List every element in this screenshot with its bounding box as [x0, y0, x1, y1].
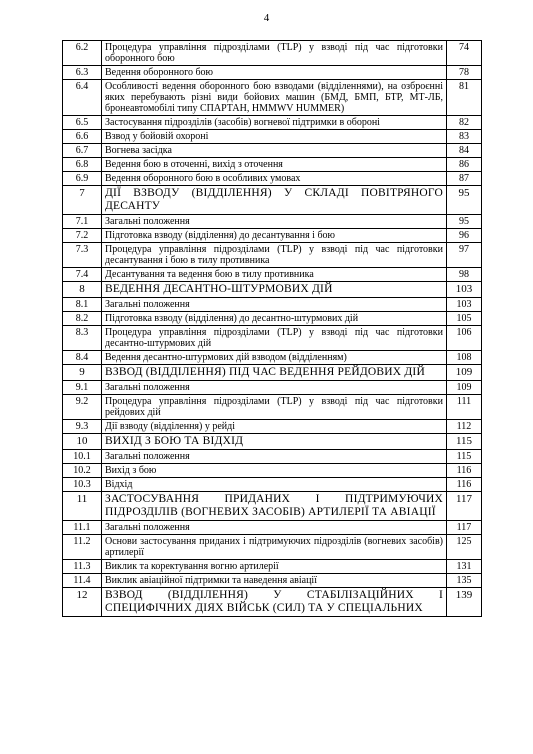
page-ref: 116	[447, 464, 482, 478]
section-number: 6.6	[63, 130, 102, 144]
page-number: 4	[263, 12, 270, 24]
section-number: 6.7	[63, 144, 102, 158]
section-title: Підготовка взводу (відділення) до десантування і бою	[102, 229, 447, 243]
page-ref: 111	[447, 395, 482, 420]
section-number: 6.8	[63, 158, 102, 172]
section-title: Особливості ведення оборонного бою взводами (відділеннями), на озброєнні яких перебувають різні види бойових машин (БМД, БМП, БТР, МТ-ЛБ, бронеавтомобілі типу СПАРТАН, HMMWV HUMMER)	[102, 80, 447, 116]
section-title: Процедура управління підрозділами (TLP) у взводі під час підготовки десантування і бою в тилу противника	[102, 243, 447, 268]
section-title: Загальні положення	[102, 215, 447, 229]
toc-row	[63, 116, 482, 130]
toc-row	[63, 464, 482, 478]
section-title: ВИХІД З БОЮ ТА ВІДХІД	[102, 434, 447, 450]
page-ref: 82	[447, 116, 482, 130]
section-number: 8.3	[63, 326, 102, 351]
toc-chapter-row	[63, 365, 482, 381]
section-title: Застосування підрозділів (засобів) вогневої підтримки в обороні	[102, 116, 447, 130]
toc-row	[63, 298, 482, 312]
section-number: 6.4	[63, 80, 102, 116]
page-ref: 103	[447, 282, 482, 298]
toc-row	[63, 130, 482, 144]
section-title: Відхід	[102, 478, 447, 492]
page-ref: 117	[447, 521, 482, 535]
toc-chapter-row	[63, 588, 482, 617]
section-title: Загальні положення	[102, 450, 447, 464]
toc-row	[63, 560, 482, 574]
toc-row	[63, 66, 482, 80]
page-ref: 125	[447, 535, 482, 560]
section-number: 9	[63, 365, 102, 381]
toc-chapter-row	[63, 282, 482, 298]
page-ref: 135	[447, 574, 482, 588]
toc-row	[63, 215, 482, 229]
section-title: Процедура управління підрозділами (TLP) у взводі під час підготовки оборонного бою	[102, 41, 447, 66]
section-number: 8.4	[63, 351, 102, 365]
toc-row	[63, 395, 482, 420]
toc-row	[63, 535, 482, 560]
section-number: 6.2	[63, 41, 102, 66]
section-number: 7.3	[63, 243, 102, 268]
toc-row	[63, 268, 482, 282]
section-title: ВЗВОД (ВІДДІЛЕННЯ) У СТАБІЛІЗАЦІЙНИХ І СПЕЦИФІЧНИХ ДІЯХ ВІЙСЬК (СИЛ) ТА У СПЕЦІАЛЬНИХ	[102, 588, 447, 617]
section-number: 9.2	[63, 395, 102, 420]
section-number: 6.5	[63, 116, 102, 130]
page-ref: 115	[447, 450, 482, 464]
page-ref: 108	[447, 351, 482, 365]
toc-row	[63, 326, 482, 351]
toc-row	[63, 172, 482, 186]
section-number: 12	[63, 588, 102, 617]
section-title: Взвод у бойовій охороні	[102, 130, 447, 144]
section-number: 10.1	[63, 450, 102, 464]
section-title: Вогнева засідка	[102, 144, 447, 158]
page-ref: 131	[447, 560, 482, 574]
toc-chapter-row	[63, 186, 482, 215]
table-of-contents	[62, 40, 482, 617]
section-title: Основи застосування приданих і підтримуючих підрозділів (вогневих засобів) артилерії	[102, 535, 447, 560]
section-title: Ведення десантно-штурмових дій взводом (відділенням)	[102, 351, 447, 365]
section-number: 6.3	[63, 66, 102, 80]
section-title: Загальні положення	[102, 298, 447, 312]
page-ref: 84	[447, 144, 482, 158]
section-title: Вихід з бою	[102, 464, 447, 478]
section-title: Процедура управління підрозділами (TLP) у взводі під час підготовки десантно-штурмових дій	[102, 326, 447, 351]
page-ref: 98	[447, 268, 482, 282]
section-title: Процедура управління підрозділами (TLP) у взводі під час підготовки рейдових дій	[102, 395, 447, 420]
toc-row	[63, 229, 482, 243]
section-title: Ведення бою в оточенні, вихід з оточення	[102, 158, 447, 172]
section-number: 7.2	[63, 229, 102, 243]
section-title: Дії взводу (відділення) у рейді	[102, 420, 447, 434]
section-number: 11.2	[63, 535, 102, 560]
toc-row	[63, 312, 482, 326]
section-number: 10	[63, 434, 102, 450]
section-number: 10.2	[63, 464, 102, 478]
page-ref: 117	[447, 492, 482, 521]
toc-chapter-row	[63, 434, 482, 450]
page-ref: 96	[447, 229, 482, 243]
page-ref: 106	[447, 326, 482, 351]
toc-row	[63, 144, 482, 158]
page-ref: 105	[447, 312, 482, 326]
toc-row	[63, 381, 482, 395]
section-number: 8.2	[63, 312, 102, 326]
page-ref: 97	[447, 243, 482, 268]
page-ref: 95	[447, 215, 482, 229]
page-ref: 87	[447, 172, 482, 186]
page-ref: 81	[447, 80, 482, 116]
page-ref: 139	[447, 588, 482, 617]
section-number: 9.3	[63, 420, 102, 434]
section-title: Загальні положення	[102, 521, 447, 535]
page-ref: 116	[447, 478, 482, 492]
section-title: Ведення оборонного бою в особливих умовах	[102, 172, 447, 186]
toc-row	[63, 351, 482, 365]
section-number: 6.9	[63, 172, 102, 186]
page-ref: 86	[447, 158, 482, 172]
section-number: 7.4	[63, 268, 102, 282]
page-ref: 103	[447, 298, 482, 312]
section-number: 11.1	[63, 521, 102, 535]
section-number: 7	[63, 186, 102, 215]
section-title: Десантування та ведення бою в тилу противника	[102, 268, 447, 282]
section-number: 11.3	[63, 560, 102, 574]
page-ref: 112	[447, 420, 482, 434]
toc-row	[63, 41, 482, 66]
section-number: 10.3	[63, 478, 102, 492]
section-title: ЗАСТОСУВАННЯ ПРИДАНИХ І ПІДТРИМУЮЧИХ ПІДРОЗДІЛІВ (ВОГНЕВИХ ЗАСОБІВ) АРТИЛЕРІЇ ТА АВІАЦІЇ	[102, 492, 447, 521]
page-ref: 83	[447, 130, 482, 144]
section-number: 9.1	[63, 381, 102, 395]
page-ref: 109	[447, 365, 482, 381]
section-title: ДІЇ ВЗВОДУ (ВІДДІЛЕННЯ) У СКЛАДІ ПОВІТРЯНОГО ДЕСАНТУ	[102, 186, 447, 215]
section-title: ВЕДЕННЯ ДЕСАНТНО-ШТУРМОВИХ ДІЙ	[102, 282, 447, 298]
toc-row	[63, 574, 482, 588]
toc-row	[63, 521, 482, 535]
toc-row	[63, 243, 482, 268]
toc-row	[63, 420, 482, 434]
toc-row	[63, 478, 482, 492]
toc-body	[63, 41, 482, 617]
section-title: Виклик та коректування вогню артилерії	[102, 560, 447, 574]
section-number: 11.4	[63, 574, 102, 588]
section-number: 8	[63, 282, 102, 298]
toc-chapter-row	[63, 492, 482, 521]
page-ref: 115	[447, 434, 482, 450]
section-number: 11	[63, 492, 102, 521]
section-title: Загальні положення	[102, 381, 447, 395]
page-ref: 74	[447, 41, 482, 66]
toc-row	[63, 450, 482, 464]
section-number: 8.1	[63, 298, 102, 312]
section-number: 7.1	[63, 215, 102, 229]
section-title: Підготовка взводу (відділення) до десантно-штурмових дій	[102, 312, 447, 326]
section-title: ВЗВОД (ВІДДІЛЕННЯ) ПІД ЧАС ВЕДЕННЯ РЕЙДОВИХ ДІЙ	[102, 365, 447, 381]
page-ref: 109	[447, 381, 482, 395]
toc-row	[63, 80, 482, 116]
toc-row	[63, 158, 482, 172]
section-title: Ведення оборонного бою	[102, 66, 447, 80]
page-ref: 78	[447, 66, 482, 80]
section-title: Виклик авіаційної підтримки та наведення авіації	[102, 574, 447, 588]
page-ref: 95	[447, 186, 482, 215]
